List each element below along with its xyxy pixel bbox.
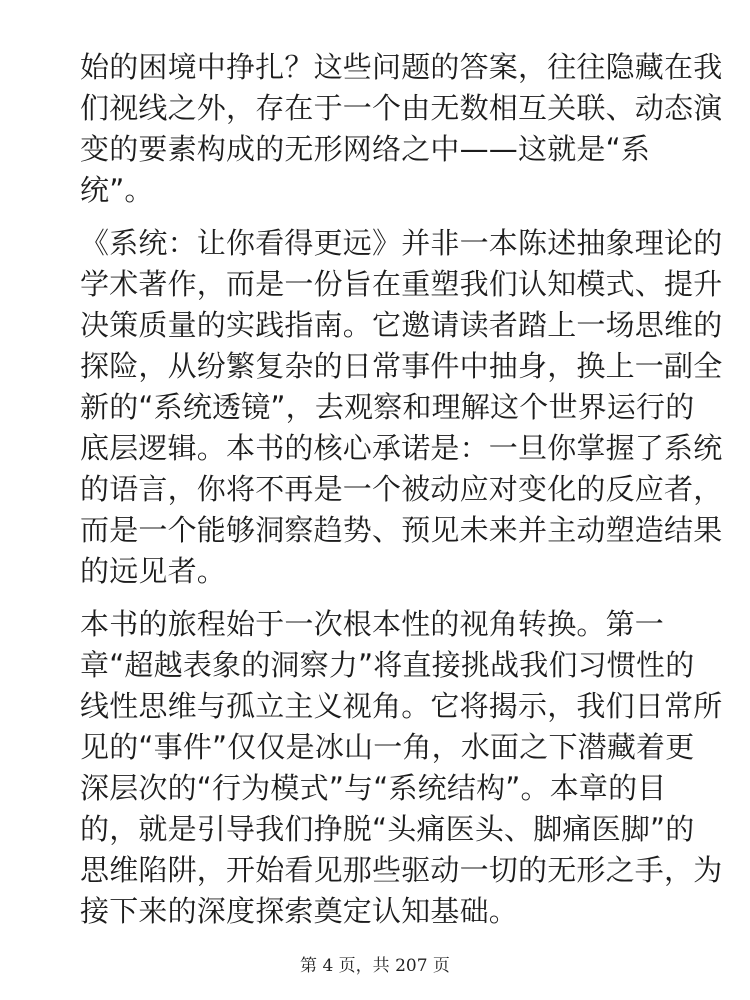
text-line: 章“超越表象的洞察力”将直接挑战我们习惯性的	[80, 648, 695, 682]
text-line: 变的要素构成的无形网络之中——这就是“系	[80, 132, 651, 166]
text-line: 始的困境中挣扎？这些问题的答案，往往隐藏在我	[80, 50, 723, 84]
text-line: 见的“事件”仅仅是冰山一角，水面之下潜藏着更	[80, 730, 695, 764]
text-line: 接下来的深度探索奠定认知基础。	[80, 894, 519, 928]
text-line: 深层次的“行为模式”与“系统结构”。本章的目	[80, 771, 667, 805]
body-text	[80, 47, 723, 944]
paragraph-2	[80, 223, 723, 592]
text-line: 《系统：让你看得更远》并非一本陈述抽象理论的	[80, 226, 723, 260]
text-line: 线性思维与孤立主义视角。它将揭示，我们日常所	[80, 689, 723, 723]
paragraph-1	[80, 47, 723, 211]
text-line: 决策质量的实践指南。它邀请读者踏上一场思维的	[80, 308, 723, 342]
page-number-footer: 第 4 页，共 207 页	[300, 956, 450, 976]
paragraph-3	[80, 604, 723, 932]
text-line: 统”。	[80, 173, 154, 207]
text-line: 底层逻辑。本书的核心承诺是：一旦你掌握了系统	[80, 431, 723, 465]
text-line: 而是一个能够洞察趋势、预见未来并主动塑造结果	[80, 513, 723, 547]
text-line: 新的“系统透镜”，去观察和理解这个世界运行的	[80, 390, 695, 424]
text-line: 的语言，你将不再是一个被动应对变化的反应者，	[80, 472, 723, 506]
text-line: 思维陷阱，开始看见那些驱动一切的无形之手，为	[80, 853, 723, 887]
text-line: 的，就是引导我们挣脱“头痛医头、脚痛医脚”的	[80, 812, 695, 846]
text-line: 们视线之外，存在于一个由无数相互关联、动态演	[80, 91, 723, 125]
text-line: 的远见者。	[80, 554, 227, 588]
text-line: 学术著作，而是一份旨在重塑我们认知模式、提升	[80, 267, 723, 301]
text-line: 探险，从纷繁复杂的日常事件中抽身，换上一副全	[80, 349, 723, 383]
text-line: 本书的旅程始于一次根本性的视角转换。第一	[80, 607, 665, 641]
